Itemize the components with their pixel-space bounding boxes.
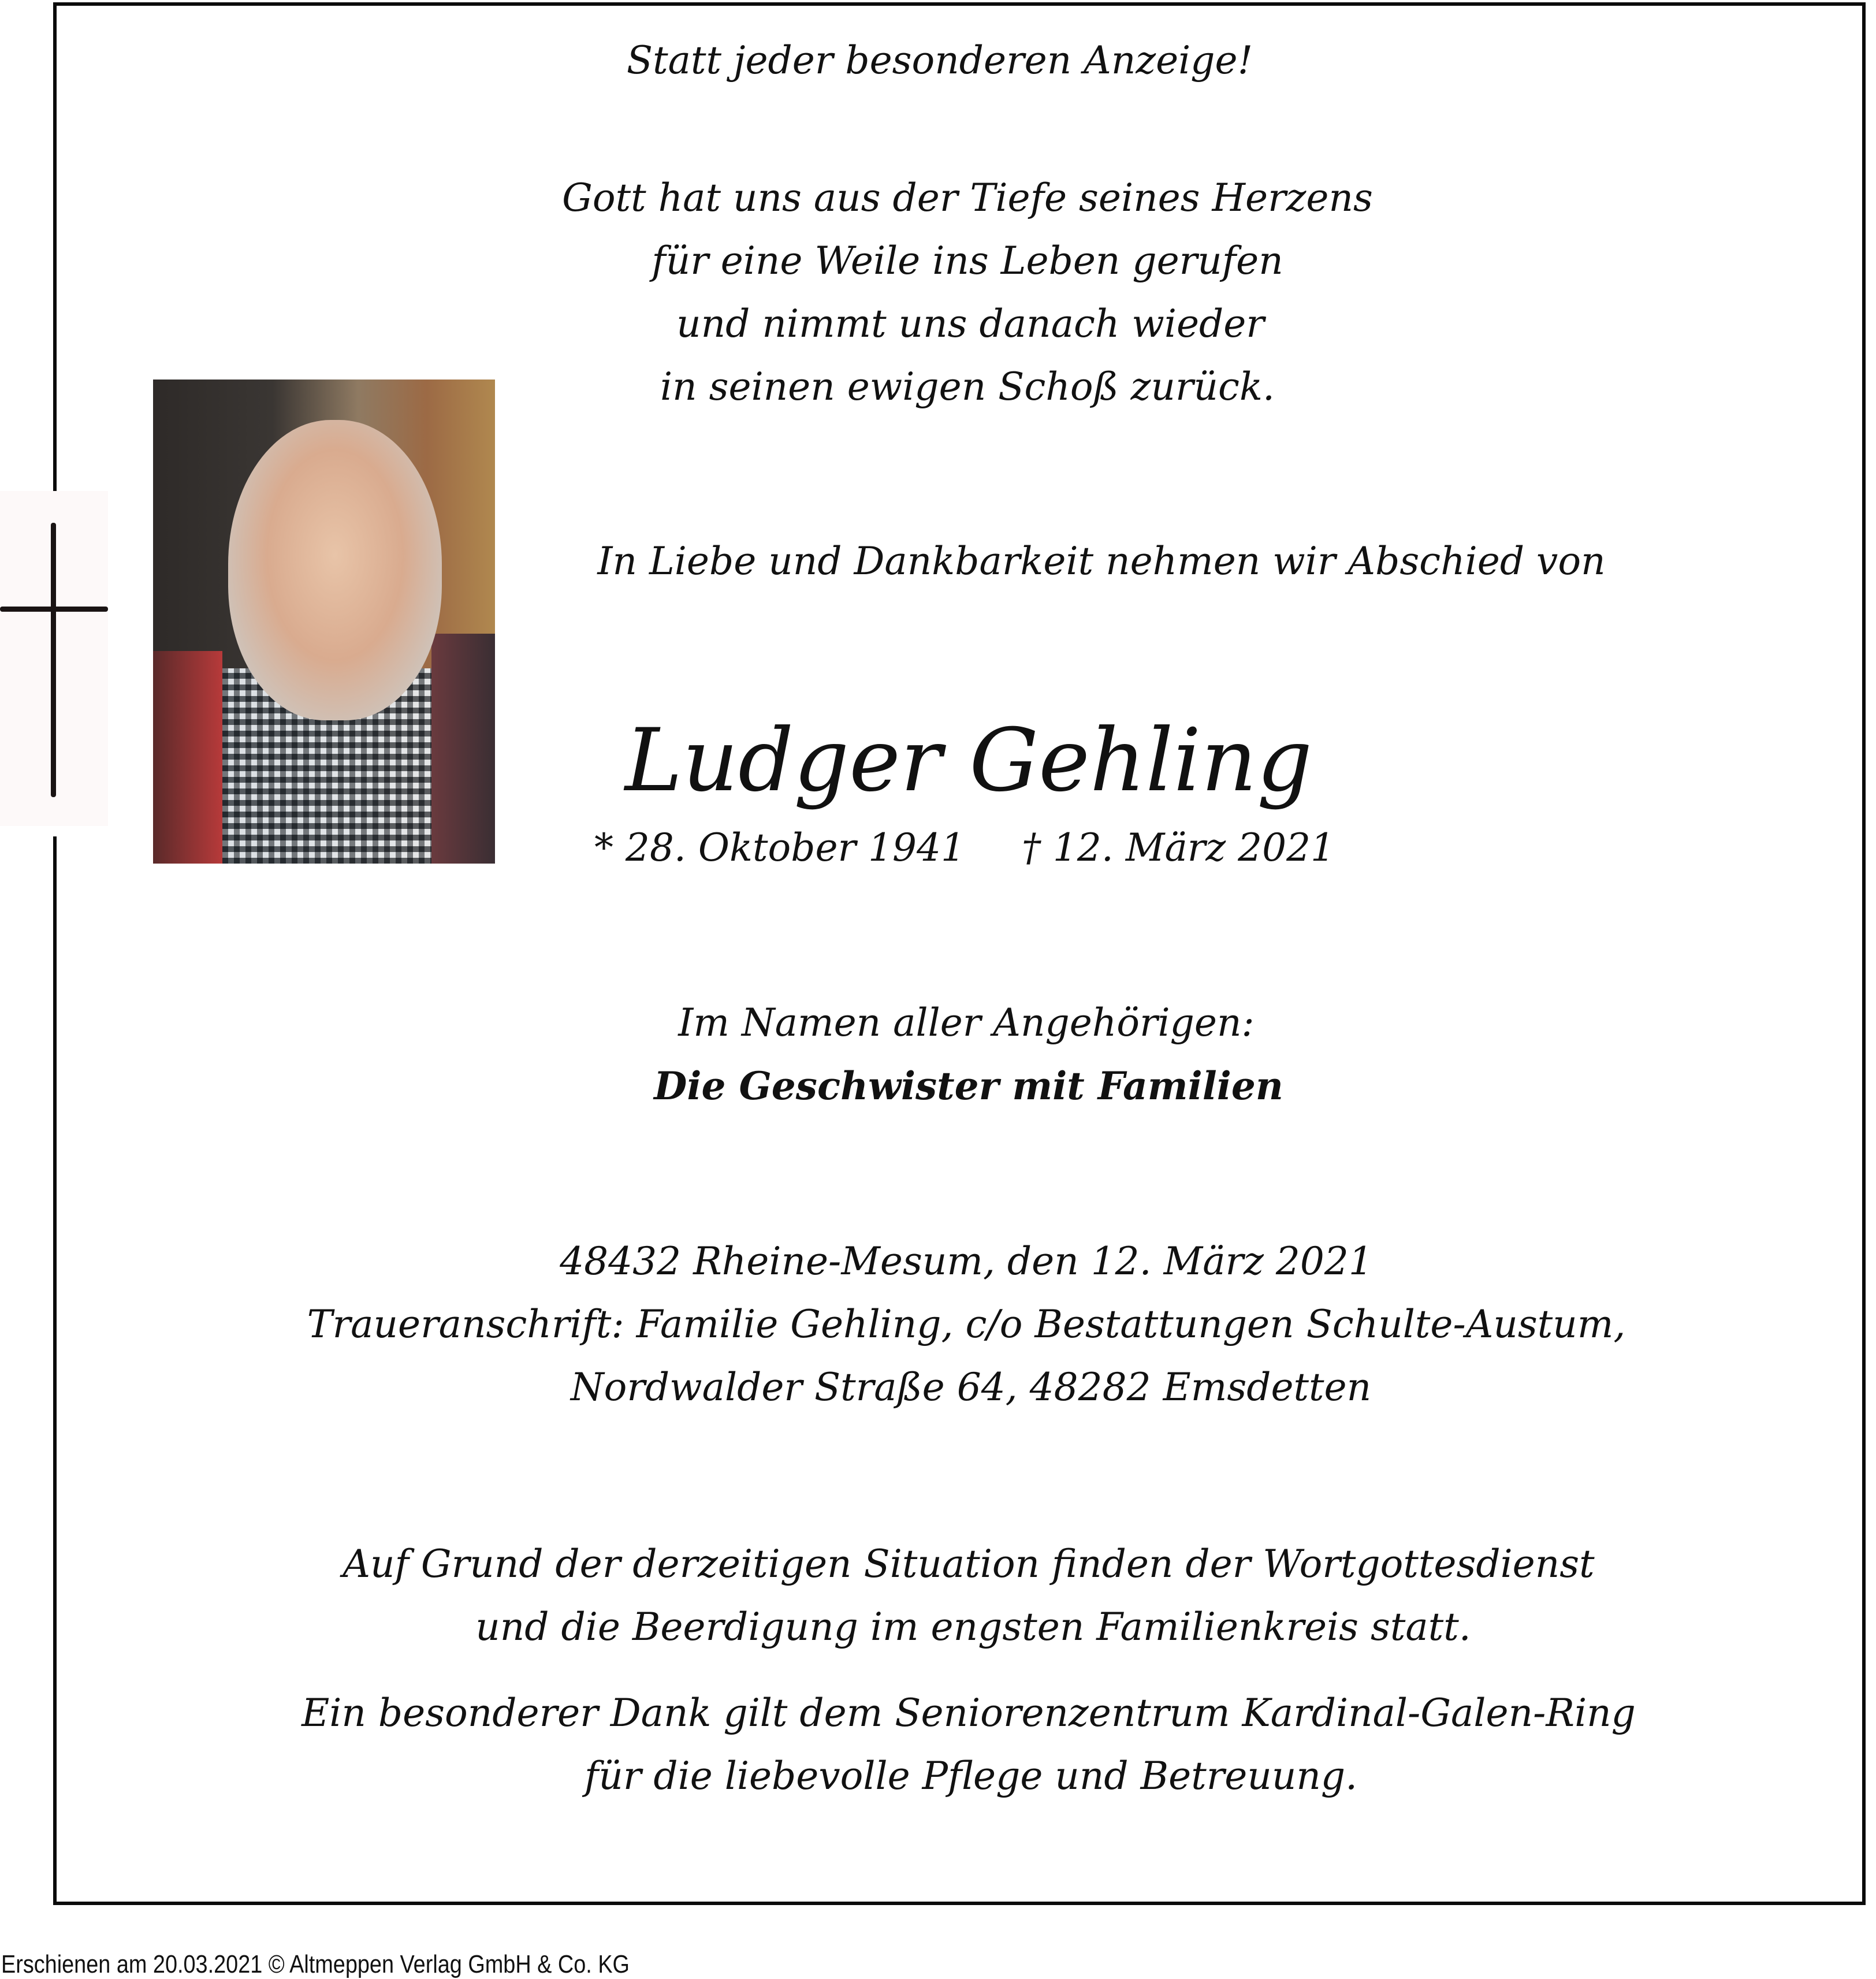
signature-family: Die Geschwister mit Familien [654,1063,1283,1108]
poem-line: und nimmt uns danach wieder [676,302,1264,346]
death-date: † 12. März 2021 [1021,825,1335,870]
notice-heading: Statt jeder besonderen Anzeige! [626,38,1253,83]
cross-bar [0,607,108,612]
photo-vest-left [153,651,222,864]
farewell-text: In Liebe und Dankbarkeit nehmen wir Abschied von [597,539,1606,583]
address-line: Nordwalder Straße 64, 48282 Emsdetten [570,1365,1372,1409]
closing-line: Ein besonderer Dank gilt dem Seniorenzentrum Kardinal-Galen-Ring [302,1691,1636,1735]
signature-intro: Im Namen aller Angehörigen: [678,1000,1255,1045]
poem-line: für eine Weile ins Leben gerufen [652,239,1283,283]
closing-line: und die Beerdigung im engsten Familienkreis statt. [475,1605,1471,1649]
poem-line: Gott hat uns aus der Tiefe seines Herzens [562,176,1373,220]
poem-line: in seinen ewigen Schoß zurück. [660,364,1275,409]
photo-face [228,420,442,720]
closing-line: Auf Grund der derzeitigen Situation finden der Wortgottesdienst [343,1542,1595,1586]
cross-image [0,491,108,826]
birth-date: * 28. Oktober 1941 [594,825,966,870]
portrait-photo [153,380,495,864]
publication-footer: Erschienen am 20.03.2021 © Altmeppen Verlag GmbH & Co. KG [1,1950,630,1978]
deceased-name: Ludger Gehling [624,710,1313,811]
cross-icon [51,523,56,797]
photo-vest-right [431,634,495,864]
address-line: Traueranschrift: Familie Gehling, c/o Bestattungen Schulte-Austum, [307,1302,1626,1346]
address-line: 48432 Rheine-Mesum, den 12. März 2021 [560,1239,1373,1284]
closing-line: für die liebevolle Pflege und Betreuung. [584,1754,1358,1798]
